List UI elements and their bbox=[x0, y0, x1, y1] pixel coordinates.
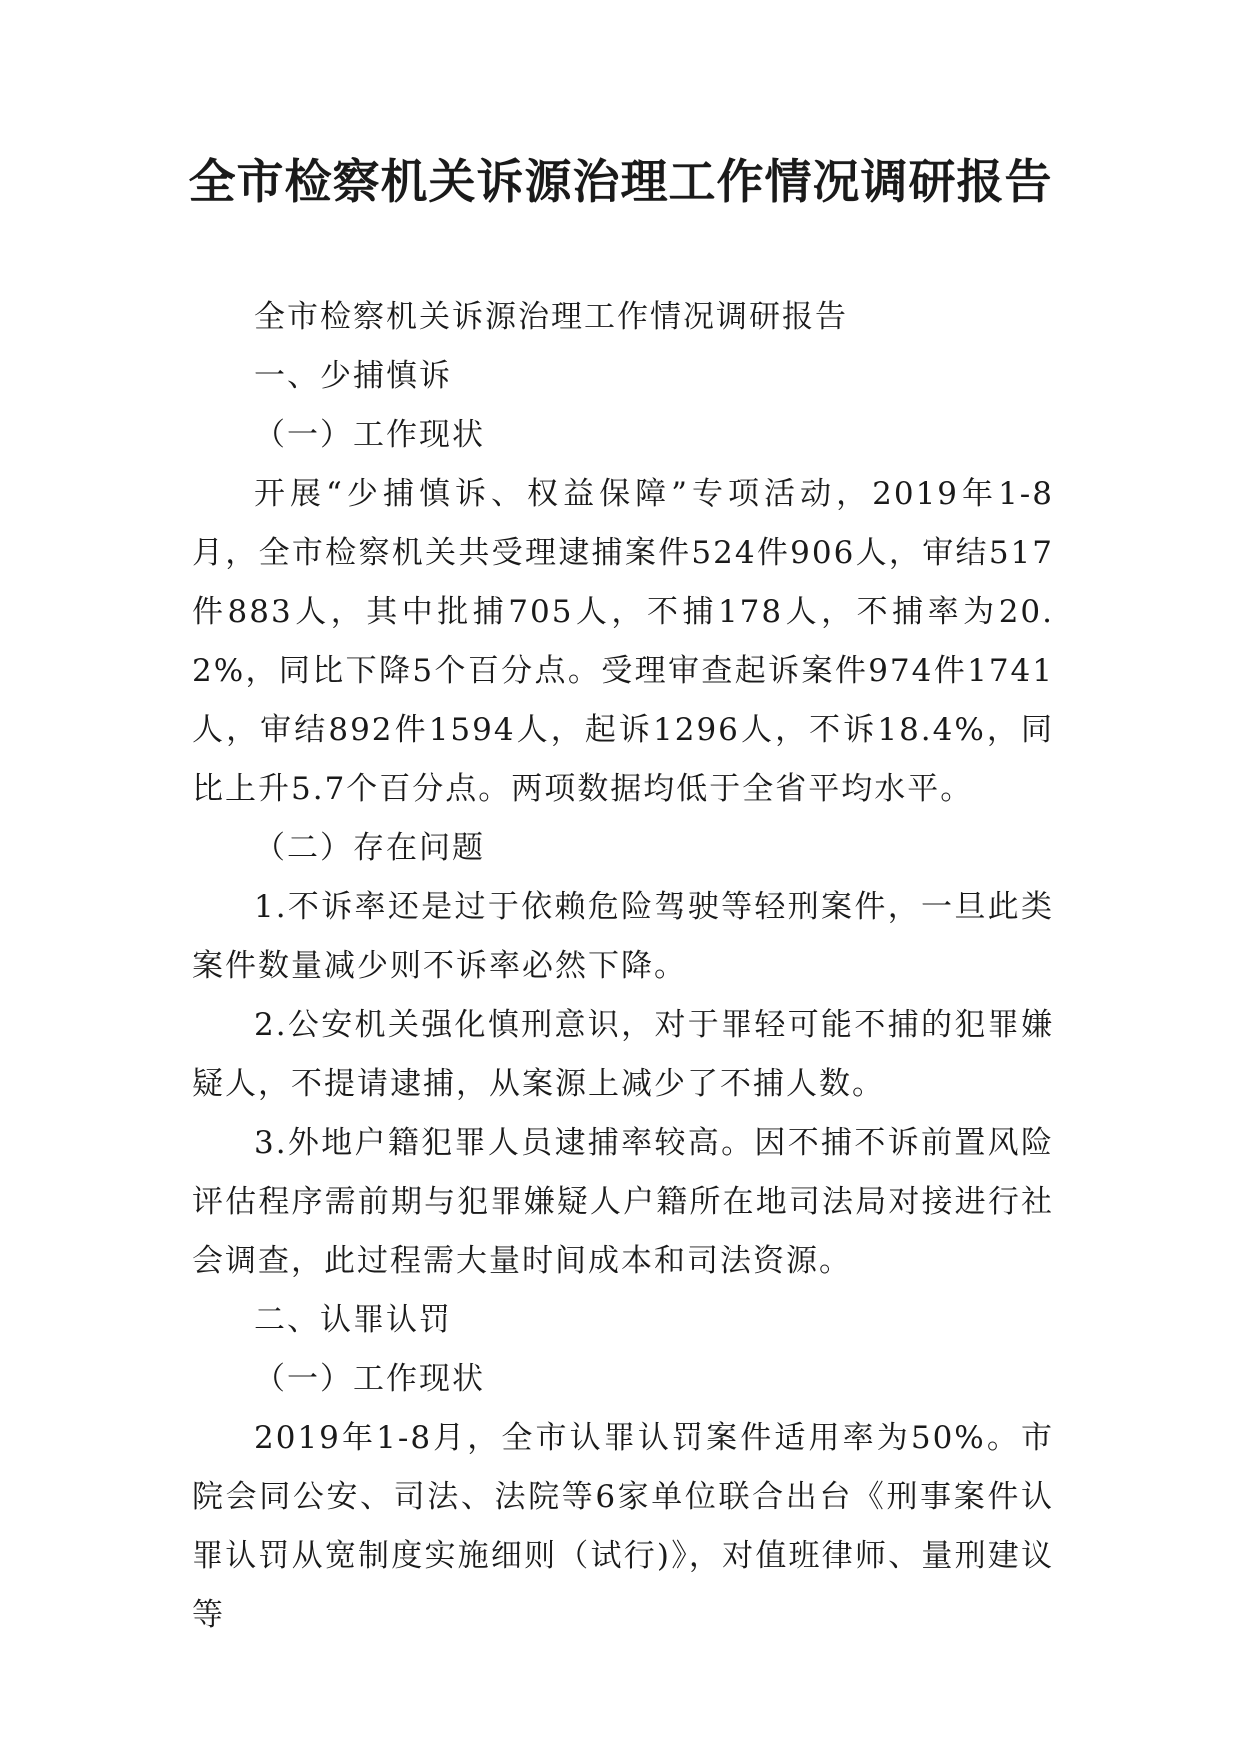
paragraph-issue-3: 3.外地户籍犯罪人员逮捕率较高。因不捕不诉前置风险评估程序需前期与犯罪嫌疑人户籍所在地司法局对接进行社会调查，此过程需大量时间成本和司法资源。 bbox=[192, 1125, 1054, 1279]
subsection-heading-1-1: （一）工作现状 bbox=[254, 417, 485, 453]
subsection-heading-2-1: （一）工作现状 bbox=[254, 1361, 485, 1397]
document-title: 全市检察机关诉源治理工作情况调研报告 bbox=[188, 155, 1053, 210]
document-body bbox=[192, 288, 1054, 1645]
paragraph-repeated-title: 全市检察机关诉源治理工作情况调研报告 bbox=[254, 299, 848, 335]
section-heading-1: 一、少捕慎诉 bbox=[254, 358, 452, 394]
paragraph-work-status-2: 2019年1-8月，全市认罪认罚案件适用率为50%。市院会同公安、司法、法院等6家单位联合出台《刑事案件认罪认罚从宽制度实施细则（试行)》，对值班律师、量刑建议等 bbox=[192, 1420, 1054, 1633]
paragraph-issue-1: 1.不诉率还是过于依赖危险驾驶等轻刑案件，一旦此类案件数量减少则不诉率必然下降。 bbox=[192, 889, 1054, 984]
paragraph-issue-2: 2.公安机关强化慎刑意识，对于罪轻可能不捕的犯罪嫌疑人，不提请逮捕，从案源上减少了不捕人数。 bbox=[192, 1007, 1054, 1102]
section-heading-2: 二、认罪认罚 bbox=[254, 1302, 452, 1338]
paragraph-work-status-1: 开展“少捕慎诉、权益保障”专项活动，2019年1-8月，全市检察机关共受理逮捕案件524件906人，审结517件883人，其中批捕705人，不捕178人，不捕率为20.2%，同比下降5个百分点。受理审查起诉案件974件1741人，审结892件1594人，起诉1296人，不诉18.4%，同比上升5.7个百分点。两项数据均低于全省平均水平。 bbox=[192, 476, 1054, 807]
subsection-heading-1-2: （二）存在问题 bbox=[254, 830, 485, 866]
